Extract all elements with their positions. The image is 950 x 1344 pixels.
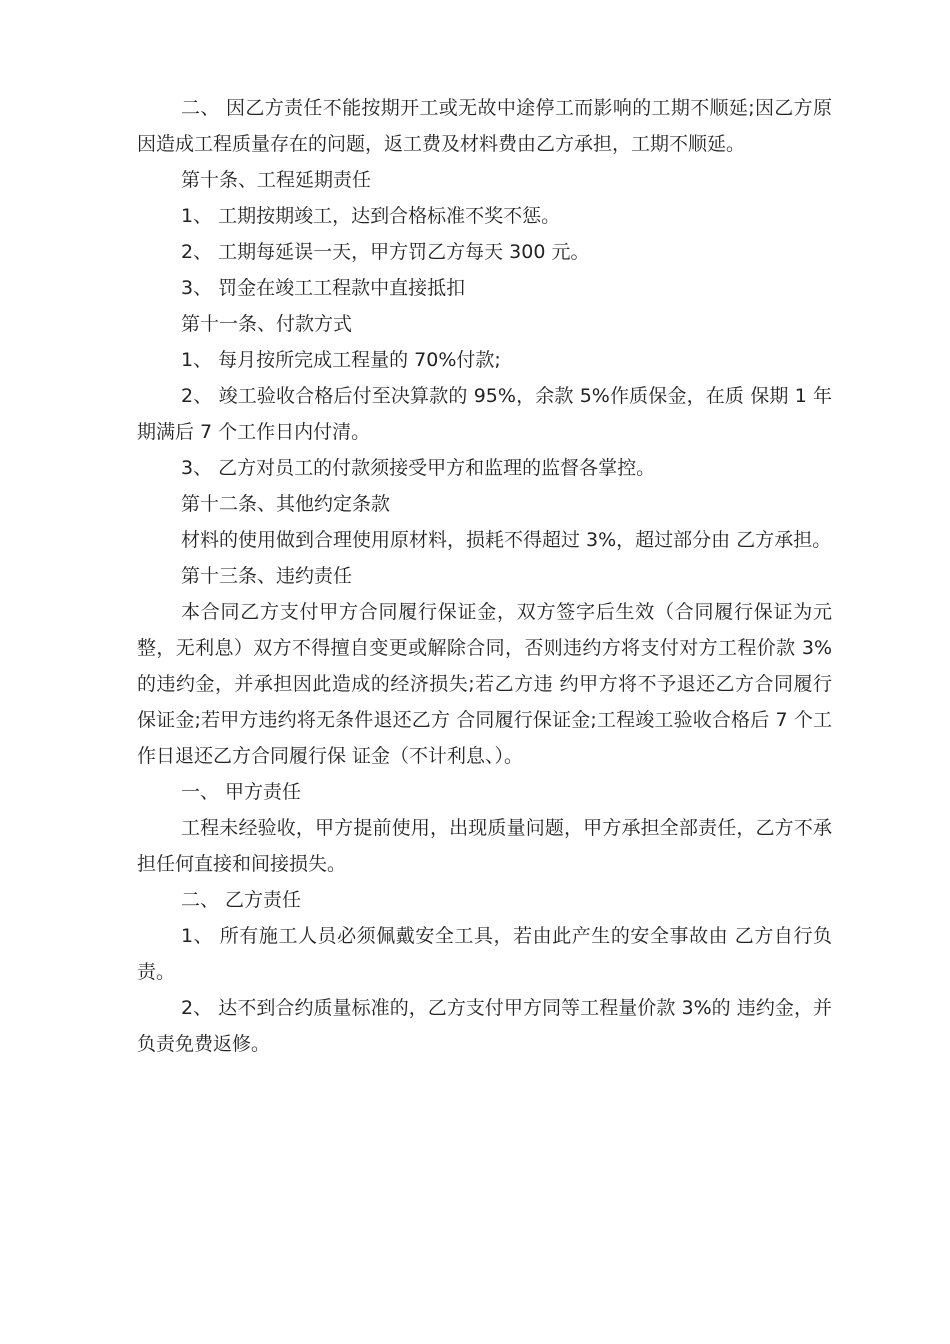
heading-article-12: 第十二条、其他约定条款 (181, 493, 391, 515)
heading-article-11: 第十一条、付款方式 (181, 313, 353, 335)
clause-13-text: 本合同乙方支付甲方合同履行保证金，双方签字后生效（合同履行保证为元整，无利息）双方不得擅自变更或解除合同，否则违约方将支付对方工程价款 3%的违约金，并承担因此造成的经济损失;若乙方违 约甲方将不予退还乙方合同履行保证金;若甲方违约将无条件退还乙方 合同履行保证金;工程竣工验收合格后 7 个工作日退还乙方合同履行保 证金（不计利息、）。 (137, 601, 832, 767)
clause-11-1: 1、 每月按所完成工程量的 70%付款; (181, 349, 501, 371)
clause-11-2: 2、 竣工验收合格后付至决算款的 95%，余款 5%作质保金，在质 保期 1 年期满后 7 个工作日内付清。 (137, 385, 832, 443)
contract-text (137, 90, 832, 1062)
clause-10-2: 2、 工期每延误一天，甲方罚乙方每天 300 元。 (181, 241, 590, 263)
heading-party-a-responsibility: 一、 甲方责任 (181, 781, 302, 803)
clause-11-3: 3、 乙方对员工的付款须接受甲方和监理的监督各掌控。 (181, 457, 656, 479)
heading-article-13: 第十三条、违约责任 (181, 565, 353, 587)
clause-12-text: 材料的使用做到合理使用原材料，损耗不得超过 3%，超过部分由 乙方承担。 (181, 529, 832, 551)
party-b-clause-1: 1、 所有施工人员必须佩戴安全工具，若由此产生的安全事故由 乙方自行负责。 (137, 925, 832, 983)
clause-10-1: 1、 工期按期竣工，达到合格标准不奖不惩。 (181, 205, 561, 227)
paragraph-delay-responsibility-b: 二、 因乙方责任不能按期开工或无故中途停工而影响的工期不顺延;因乙方原因造成工程质量存在的问题，返工费及材料费由乙方承担，工期不顺延。 (137, 97, 832, 155)
party-b-clause-2: 2、 达不到合约质量标准的，乙方支付甲方同等工程量价款 3%的 违约金，并负责免费返修。 (137, 997, 832, 1055)
clause-10-3: 3、 罚金在竣工工程款中直接抵扣 (181, 277, 466, 299)
party-a-responsibility-text: 工程未经验收，甲方提前使用，出现质量问题，甲方承担全部责任，乙方不承担任何直接和间接损失。 (137, 817, 832, 875)
heading-party-b-responsibility: 二、 乙方责任 (181, 889, 302, 911)
heading-article-10: 第十条、工程延期责任 (181, 169, 372, 191)
